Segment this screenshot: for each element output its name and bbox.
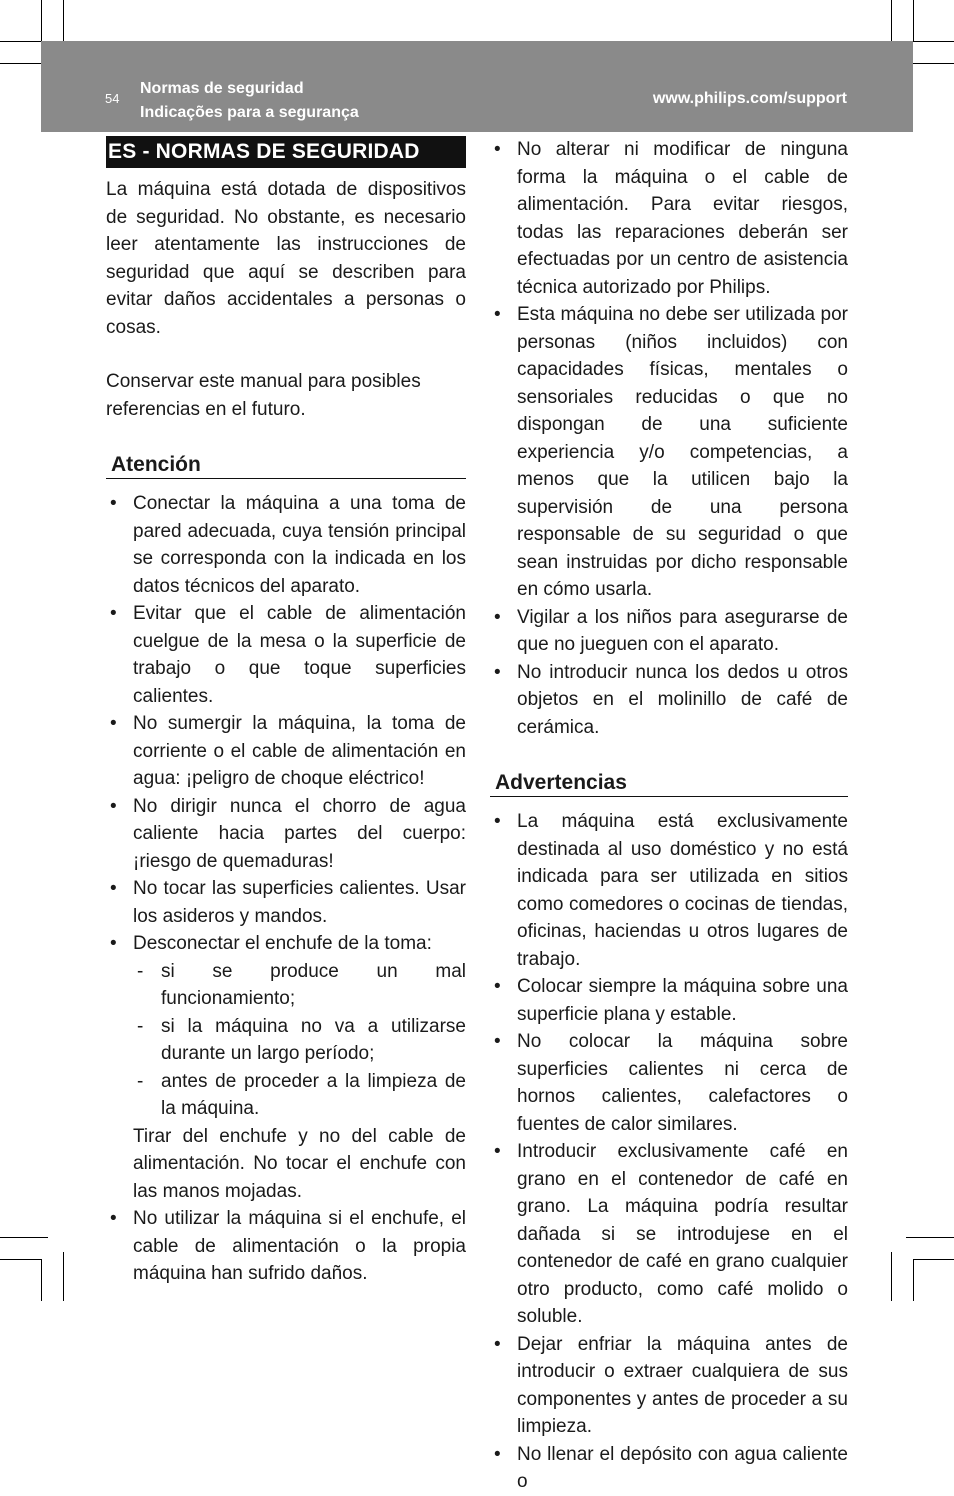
intro-paragraph: Conservar este manual para posibles referencias en el futuro.	[106, 371, 421, 420]
section-title-pt: Indicações para a segurança	[140, 104, 359, 121]
list-item: • No colocar la máquina sobre superficies calientes ni cerca de hornos calientes, calefactores o fuentes de calor similares.	[490, 1028, 848, 1138]
heading-atencion: Atención	[106, 450, 466, 479]
crop-mark	[913, 1259, 914, 1301]
crop-mark	[41, 1259, 42, 1301]
list-item: • No alterar ni modificar de ninguna forma la máquina o el cable de alimentación. Para evitar riesgos, todas las reparaciones deberán ser efectuadas por un centro de asistencia técnica autorizado por Philips.	[490, 136, 848, 301]
sublist-item: - si la máquina no va a utilizarse durante un largo período;	[133, 1013, 466, 1068]
crop-mark	[891, 1252, 892, 1301]
list-item: • No dirigir nunca el chorro de agua caliente hacia partes del cuerpo: ¡riesgo de quemaduras!	[106, 793, 466, 876]
crop-mark	[906, 1237, 954, 1238]
list-item: • No utilizar la máquina si el enchufe, el cable de alimentación o la propia máquina han sufrido daños.	[106, 1205, 466, 1288]
crop-mark	[913, 41, 954, 42]
atencion-list-continued	[490, 136, 848, 741]
list-item: • No introducir nunca los dedos u otros objetos en el molinillo de café de cerámica.	[490, 659, 848, 742]
crop-mark	[41, 0, 42, 41]
list-item: • Esta máquina no debe ser utilizada por personas (niños incluidos) con capacidades físicas, mentales o sensoriales reducidas o que no dispongan de una suficiente experiencia y/o competencias, a menos que la utilicen bajo la supervisión de una persona responsable de su seguridad o que sean instruidas por dicho responsable en cómo usarla.	[490, 301, 848, 604]
intro-paragraph: La máquina está dotada de dispositivos de seguridad. No obstante, es necesario leer atentamente las instrucciones de seguridad que aquí se describen para evitar daños accidentales a personas o cosas.	[106, 179, 466, 338]
crop-mark	[0, 1259, 41, 1260]
crop-mark	[63, 1252, 64, 1301]
list-item: • No tocar las superficies calientes. Usar los asideros y mandos.	[106, 875, 466, 930]
left-column	[106, 136, 466, 1288]
list-item: • Evitar que el cable de alimentación cuelgue de la mesa o la superficie de trabajo o que toque superficies calientes.	[106, 600, 466, 710]
list-item: • No llenar el depósito con agua caliente o	[490, 1441, 848, 1496]
sublist-item: - si se produce un mal funcionamiento;	[133, 958, 466, 1013]
crop-mark	[913, 1259, 954, 1260]
heading-advertencias: Advertencias	[490, 768, 848, 797]
unplug-sublist	[133, 958, 466, 1123]
unplug-text: Desconectar el enchufe de la toma:	[133, 933, 432, 954]
main-title: ES - NORMAS DE SEGURIDAD	[106, 136, 466, 168]
right-column	[490, 136, 848, 1496]
list-item: • No sumergir la máquina, la toma de corriente o el cable de alimentación en agua: ¡peligro de choque eléctrico!	[106, 710, 466, 793]
sublist-item: - antes de proceder a la limpieza de la máquina.	[133, 1068, 466, 1123]
list-item: • Colocar siempre la máquina sobre una superficie plana y estable.	[490, 973, 848, 1028]
unplug-note: Tirar del enchufe y no del cable de alimentación. No tocar el enchufe con las manos mojadas.	[133, 1125, 466, 1202]
advertencias-list	[490, 808, 848, 1496]
atencion-list	[106, 490, 466, 1288]
list-item: • Introducir exclusivamente café en grano en el contenedor de café en grano. La máquina podría resultar dañada si se introdujese en el contenedor de café en grano cualquier otro producto, como café molido o soluble.	[490, 1138, 848, 1331]
list-item: • La máquina está exclusivamente destinada al uso doméstico y no está indicada para ser utilizada en sitios como comedores o cocinas de tiendas, oficinas, haciendas u otros lugares de trabajo.	[490, 808, 848, 973]
crop-mark	[906, 63, 954, 64]
crop-mark	[913, 0, 914, 41]
page-header	[41, 41, 913, 132]
list-item	[106, 930, 466, 1205]
list-item: • Vigilar a los niños para asegurarse de que no jueguen con el aparato.	[490, 604, 848, 659]
section-title-es: Normas de seguridad	[140, 80, 304, 97]
page-number: 54	[105, 91, 120, 106]
list-item: • Dejar enfriar la máquina antes de introducir o extraer cualquiera de sus componentes y antes de proceder a su limpieza.	[490, 1331, 848, 1441]
crop-mark	[0, 1237, 48, 1238]
support-url[interactable]: www.philips.com/support	[652, 90, 847, 107]
crop-mark	[0, 41, 41, 42]
list-item: • Conectar la máquina a una toma de pared adecuada, cuya tensión principal se corresponda con la indicada en los datos técnicos del aparato.	[106, 490, 466, 600]
